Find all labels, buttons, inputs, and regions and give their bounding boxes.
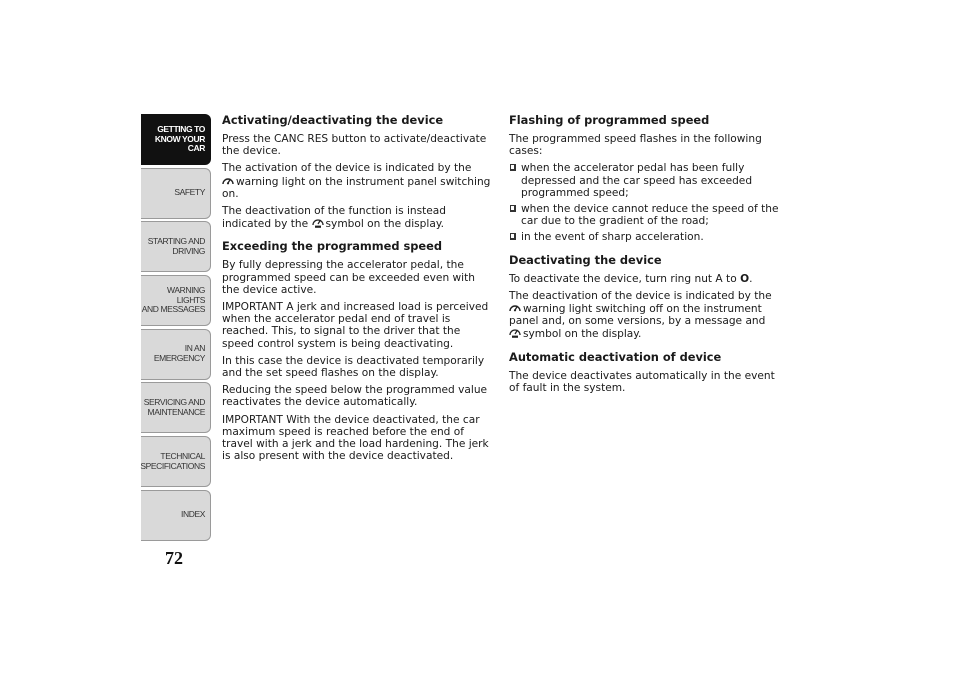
tab-warning-lights[interactable]: WARNING LIGHTS AND MESSAGES <box>141 275 211 326</box>
speedometer-off-icon <box>509 327 521 338</box>
paragraph: By fully depressing the accelerator pedal, the programmed speed can be exceeded even with the device active. <box>222 259 475 296</box>
page-number: 72 <box>165 548 183 568</box>
list-item: when the device cannot reduce the speed of the car due to the gradient of the road; <box>509 203 781 227</box>
paragraph: To deactivate the device, turn ring nut A to O. <box>509 272 753 285</box>
heading-deactivating: Deactivating the device <box>509 252 662 267</box>
tab-getting-to-know-your-car[interactable]: GETTING TO KNOW YOUR CAR <box>141 114 211 165</box>
speedometer-icon <box>222 175 234 186</box>
paragraph: The programmed speed flashes in the following cases: <box>509 133 762 158</box>
tab-starting-and-driving[interactable]: STARTING AND DRIVING <box>141 221 211 272</box>
left-column <box>222 114 494 467</box>
paragraph: IMPORTANT A jerk and increased load is perceived when the accelerator pedal end of travel is reached. This, to signal to the driver that the speed control system is being deactivating. <box>222 301 489 350</box>
heading-flashing: Flashing of programmed speed <box>509 113 710 127</box>
heading-automatic-deactivation: Automatic deactivation of device <box>509 349 722 364</box>
tab-safety[interactable]: SAFETY <box>141 168 211 219</box>
list-item: when the accelerator pedal has been fully depressed and the car speed has exceeded programmed speed; <box>509 162 781 199</box>
tab-servicing-and-maintenance[interactable]: SERVICING AND MAINTENANCE <box>141 382 211 433</box>
paragraph: IMPORTANT With the device deactivated, the car maximum speed is reached before the end of travel with a jerk and the load hardening. The jerk is also present with the device deactivated. <box>222 413 489 463</box>
speedometer-off-icon <box>312 217 324 228</box>
tab-in-an-emergency[interactable]: IN AN EMERGENCY <box>141 329 211 380</box>
checkbox-bullet-icon <box>510 164 516 171</box>
chapter-tabs <box>141 114 211 544</box>
list-item: in the event of sharp acceleration. <box>509 231 781 243</box>
paragraph: The device deactivates automatically in the event of fault in the system. <box>509 369 775 394</box>
checkbox-bullet-icon <box>510 205 516 212</box>
tab-index[interactable]: INDEX <box>141 490 211 541</box>
checkbox-bullet-icon <box>510 233 516 240</box>
tab-technical-specifications[interactable]: TECHNICAL SPECIFICATIONS <box>141 436 211 487</box>
heading-exceeding: Exceeding the programmed speed <box>222 239 443 254</box>
right-column <box>509 114 781 399</box>
heading-activating: Activating/deactivating the device <box>222 113 444 127</box>
bullet-list <box>509 162 781 243</box>
paragraph: Press the CANC RES button to activate/deactivate the device. <box>222 133 487 158</box>
paragraph: The deactivation of the device is indicated by the warning light switching off on the instrument panel and, on some versions, by a message and symbol on the display. <box>509 289 772 341</box>
paragraph: Reducing the speed below the programmed value reactivates the device automatically. <box>222 384 488 409</box>
paragraph: The activation of the device is indicated by the warning light on the instrument panel switching on. <box>222 162 491 200</box>
speedometer-icon <box>509 302 521 313</box>
paragraph: In this case the device is deactivated temporarily and the set speed flashes on the display. <box>222 354 485 380</box>
paragraph: The deactivation of the function is instead indicated by the symbol on the display. <box>222 205 447 231</box>
